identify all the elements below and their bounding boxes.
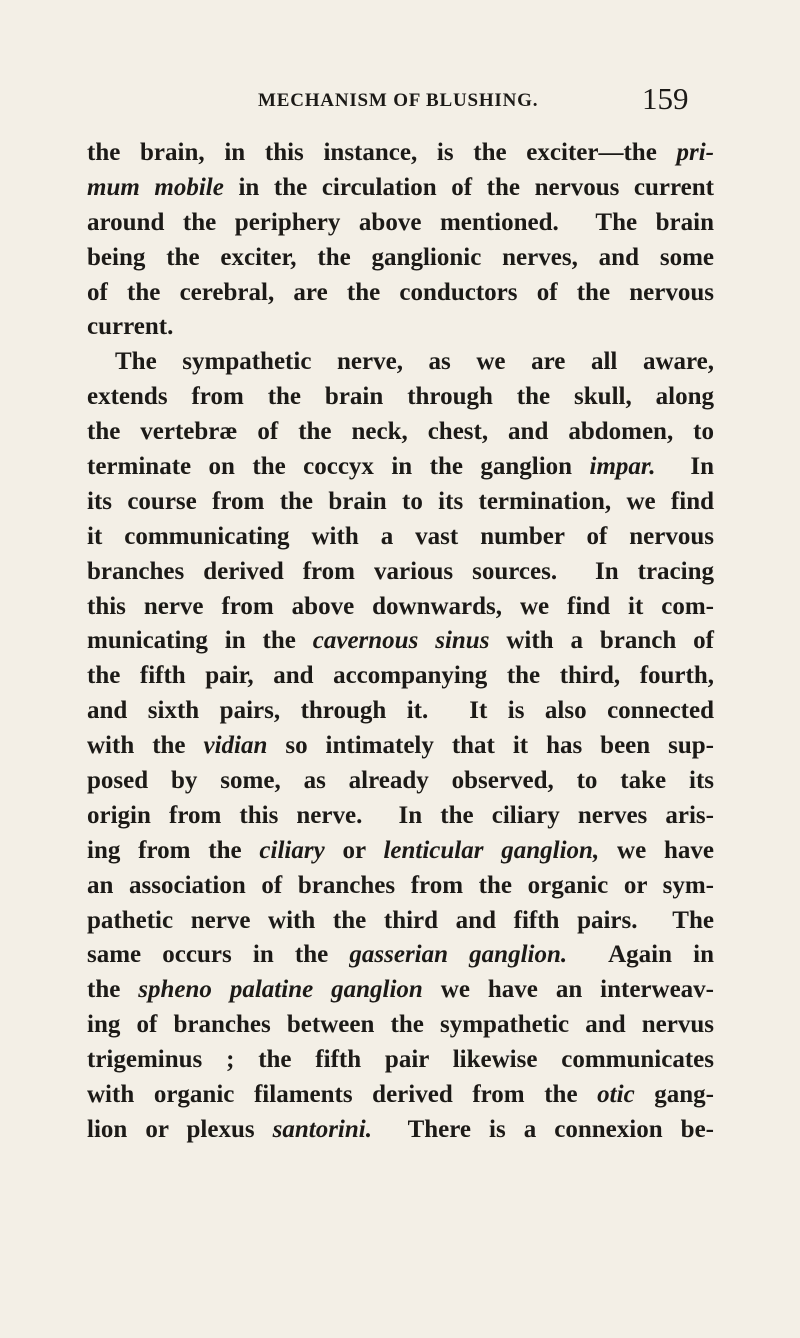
text-line <box>87 659 714 694</box>
text-segment: the vertebræ of the neck, chest, and abdomen, to <box>87 418 714 446</box>
text-segment: pathetic nerve with the third and fifth pairs. The <box>87 906 714 934</box>
italic-phrase: lenticular ganglion, <box>383 836 600 864</box>
italic-phrase: gasserian ganglion. <box>349 941 568 969</box>
italic-phrase: cavernous sinus <box>312 627 490 655</box>
text-segment: branches derived from various sources. In tracing <box>87 557 714 585</box>
text-line <box>87 729 714 764</box>
italic-phrase: pri- <box>676 139 714 166</box>
text-line <box>87 624 714 659</box>
page-number: 159 <box>642 81 689 116</box>
text-segment: with the <box>87 732 204 760</box>
text-segment: being the exciter, the ganglionic nerves, and some <box>87 243 714 271</box>
text-segment: terminate on the coccyx in the ganglion <box>87 453 590 481</box>
text-line <box>87 973 714 1008</box>
text-segment: the brain, in this instance, is the exciter—the <box>87 139 677 166</box>
text-segment: around the periphery above mentioned. The brain <box>87 208 714 236</box>
italic-phrase: santorini. <box>272 1115 372 1143</box>
text-segment: so intimately that it has been sup- <box>267 732 714 760</box>
text-segment: the fifth pair, and accompanying the third, fourth, <box>87 662 714 690</box>
text-segment: of the cerebral, are the conductors of the nervous <box>87 278 714 306</box>
text-segment: extends from the brain through the skull, along <box>87 383 714 411</box>
italic-phrase: vidian <box>203 732 268 760</box>
text-segment: this nerve from above downwards, we find it com- <box>87 592 714 620</box>
text-segment: the <box>87 976 139 1004</box>
text-segment: its course from the brain to its termination, we find <box>87 487 714 515</box>
text-line <box>87 206 714 241</box>
text-segment: posed by some, as already observed, to take its <box>87 767 714 795</box>
text-line <box>87 799 714 834</box>
text-segment: it communicating with a vast number of nervous <box>87 522 714 550</box>
text-line <box>87 1113 714 1148</box>
italic-phrase: otic <box>597 1081 635 1109</box>
text-segment: or <box>324 836 384 864</box>
text-segment: and sixth pairs, through it. It is also connected <box>87 697 714 725</box>
text-segment: with organic filaments derived from the <box>87 1081 598 1109</box>
text-segment: lion or plexus <box>87 1115 273 1143</box>
text-line <box>87 450 714 485</box>
text-line <box>87 136 714 171</box>
text-segment: with a branch of <box>489 627 714 655</box>
text-segment: in the circulation of the nervous current <box>223 173 714 201</box>
text-line <box>87 1008 714 1043</box>
text-segment: gang- <box>634 1081 715 1109</box>
text-line <box>87 904 714 939</box>
italic-phrase: spheno palatine ganglion <box>138 976 423 1004</box>
text-segment: we have <box>599 836 714 864</box>
text-line <box>87 590 714 625</box>
italic-phrase: mum mobile <box>87 173 224 201</box>
text-segment: trigeminus ; the fifth pair likewise communicates <box>87 1046 714 1074</box>
text-line <box>87 694 714 729</box>
text-line <box>87 415 714 450</box>
text-line <box>87 310 714 345</box>
text-line <box>87 171 714 206</box>
text-segment: an association of branches from the organic or sym- <box>87 871 714 899</box>
text-segment: we have an interweav- <box>422 976 715 1004</box>
text-line <box>87 520 714 555</box>
text-line <box>87 1078 714 1113</box>
text-line <box>87 241 714 276</box>
text-line <box>87 1043 714 1078</box>
text-line <box>87 485 714 520</box>
text-line <box>87 938 714 973</box>
text-line <box>87 555 714 590</box>
text-segment: ing from the <box>87 836 260 864</box>
italic-phrase: impar. <box>589 453 656 481</box>
text-line <box>87 869 714 904</box>
text-segment: Again in <box>567 941 714 969</box>
text-segment: current. <box>87 313 174 341</box>
italic-phrase: ciliary <box>259 836 325 864</box>
text-line <box>87 834 714 869</box>
text-line <box>87 380 714 415</box>
text-segment: same occurs in the <box>87 941 350 969</box>
text-line <box>87 276 714 311</box>
text-segment: The sympathetic nerve, as we are all aware, <box>115 348 714 376</box>
text-segment: ing of branches between the sympathetic and nervus <box>87 1011 714 1039</box>
text-segment: In <box>655 453 714 481</box>
text-segment: municating in the <box>87 627 313 655</box>
text-line <box>87 345 714 380</box>
text-segment: There is a connexion be- <box>371 1115 714 1143</box>
text-line <box>87 764 714 799</box>
text-segment: origin from this nerve. In the ciliary nerves aris- <box>87 801 714 829</box>
body-text <box>87 136 714 1148</box>
running-head: MECHANISM OF BLUSHING. <box>258 90 539 111</box>
